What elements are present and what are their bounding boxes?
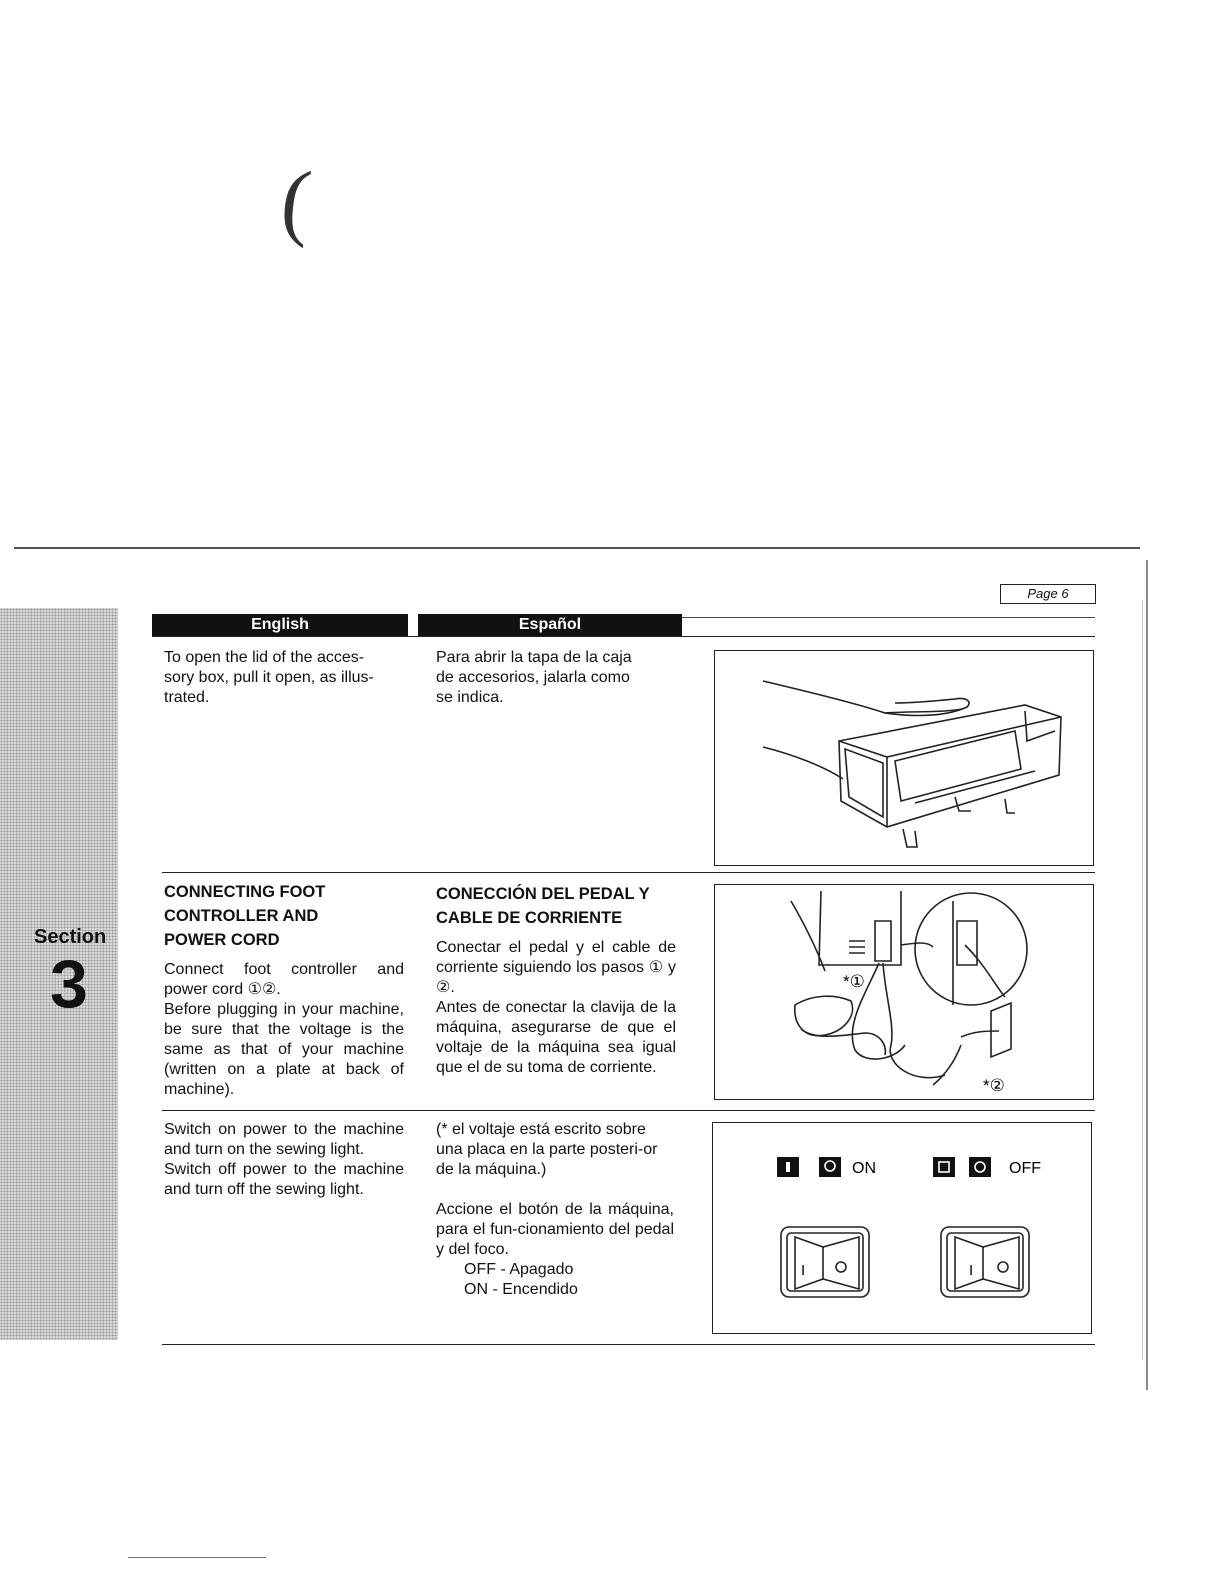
block3-english-text: Switch on power to the machine and turn on the sewing light. Switch off power to the machine and turn off the sewing light. [164,1121,404,1198]
page-top-rule [14,547,1140,549]
stray-parenthesis-mark: ( [277,150,316,250]
header-rule [152,636,1095,637]
accessory-box-figure [714,650,1094,866]
lang-header-gap [408,614,418,636]
step-1-label: *① [843,972,865,991]
bottom-stray-line [128,1557,266,1558]
foot-controller-figure [714,884,1094,1100]
off-label: OFF [1009,1160,1041,1177]
light-on-indicator-icon [819,1157,841,1177]
lang-header-english: English [152,614,408,636]
block-separator-1 [162,872,1095,873]
power-switch-illustration [713,1123,1091,1333]
rocker-switch-off-icon [941,1227,1029,1297]
block3-spanish-body: Accione el botón de la máquina, para el fun-cionamiento del pedal y del foco. [436,1201,674,1258]
power-switch-figure [712,1122,1092,1334]
accessory-box-illustration [715,651,1093,865]
lang-header-spanish: Español [418,614,682,636]
block2-spanish-body: Conectar el pedal y el cable de corriente siguiendo los pasos ① y ②. Antes de conectar la clavija de la máquina, asegurarse de que el voltaje de la máquina sea igual que el de su toma de corriente. [436,939,676,1076]
on-label: ON [852,1160,876,1177]
block3-spanish [436,1120,674,1300]
binding-edge-line-inner [1142,600,1143,1360]
power-cord-illustration [715,885,1093,1099]
block-separator-bottom [162,1344,1095,1345]
switch-2-i-mark: I [969,1262,974,1279]
block2-english [164,880,404,1100]
section-number: 3 [50,946,88,1022]
section-label: Section [34,926,107,948]
block2-spanish [436,882,676,1078]
block3-spanish-note: (* el voltaje está escrito sobre una placa en la parte posteri-or de la máquina.) [436,1121,658,1178]
binding-edge-line [1146,560,1148,1390]
light-off-indicator-icon [969,1157,991,1177]
block2-spanish-heading: CONECCIÓN DEL PEDAL Y CABLE DE CORRIENTE [436,885,650,927]
block-separator-2 [162,1110,1095,1111]
power-off-indicator-icon [933,1157,955,1177]
block2-english-body: Connect foot controller and power cord ①②. Before plugging in your machine, be sure that the voltage is the same as that of your machine (written on a plate at back of machine). [164,961,404,1098]
block3-spanish-off: OFF - Apagado [464,1261,574,1278]
block2-english-heading: CONNECTING FOOT CONTROLLER AND POWER CORD [164,883,326,949]
step-2-label: *② [983,1076,1005,1095]
block3-spanish-on: ON - Encendido [464,1281,578,1298]
page-number-box: Page 6 [1000,584,1096,604]
rocker-switch-on-icon [781,1227,869,1297]
switch-1-i-mark: I [801,1262,806,1279]
block1-english-text: To open the lid of the acces- sory box, pull it open, as illus- trated. [164,649,374,706]
header-rule-right [682,617,1095,618]
block1-spanish-text: Para abrir la tapa de la caja de accesorios, jalarla como se indica. [436,649,632,706]
